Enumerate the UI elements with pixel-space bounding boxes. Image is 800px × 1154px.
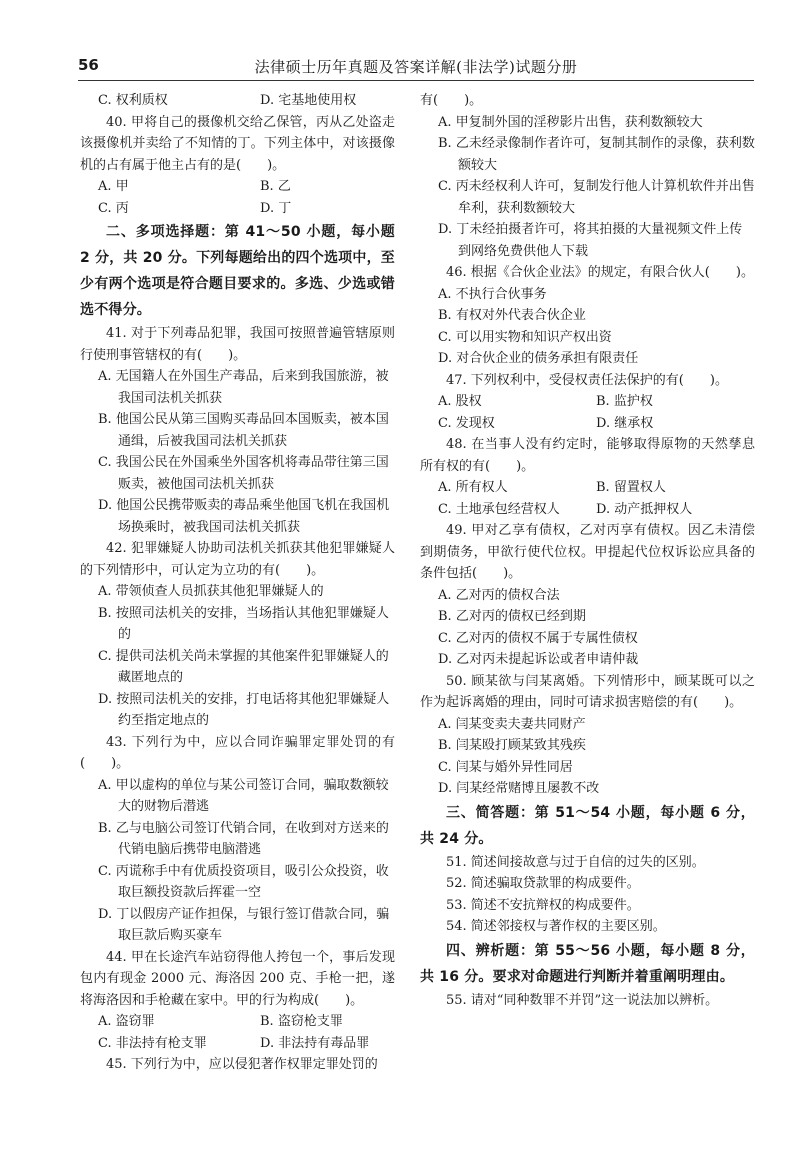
q43-option-b: B. 乙与电脑公司签订代销合同，在收到对方送来的代销电脑后携带电脑潜逃 [98, 820, 389, 857]
q48-option-b: B. 留置权人 [596, 480, 666, 495]
q41-option-c: C. 我国公民在外国乘坐外国客机将毒品带往第三国贩卖，被他国司法机关抓获 [98, 455, 389, 492]
q48-options-cd [420, 499, 755, 521]
q39-option-c: C. 权利质权 [98, 93, 168, 108]
q48-option-d: D. 动产抵押权人 [596, 501, 693, 517]
page-number: 56 [78, 56, 99, 74]
page-header [78, 50, 754, 81]
q47-stem: 47. 下列权利中，受侵权责任法保护的有( )。 [446, 372, 728, 388]
right-column [420, 90, 755, 1011]
q40-option-c: C. 丙 [98, 200, 129, 216]
q47-options-ab [420, 391, 755, 413]
q45-option-a: A. 甲复制外国的淫秽影片出售，获利数额较大 [438, 114, 703, 130]
q40-stem: 40. 甲将自己的摄像机交给乙保管，丙从乙处盗走该摄像机并卖给了不知情的丁。下列主体中，对该摄像机的占有属于他主占有的是( )。 [80, 114, 395, 173]
q40-option-b: B. 乙 [260, 179, 291, 194]
q46-stem: 46. 根据《合伙企业法》的规定，有限合伙人( )。 [446, 265, 754, 280]
q49-stem: 49. 甲对乙享有债权，乙对丙享有债权。因乙未清偿到期债务，甲欲行使代位权。甲提起代位权诉讼应具备的条件包括( )。 [420, 523, 755, 581]
q50-option-d: D. 闫某经常赌博且屡教不改 [438, 781, 600, 796]
q45-option-d: D. 丁未经拍摄者许可，将其拍摄的大量视频文件上传到网络免费供他人下载 [438, 222, 743, 259]
q44-option-c: C. 非法持有枪支罪 [98, 1035, 207, 1051]
q43-option-d: D. 丁以假房产证作担保，与银行签订借款合同，骗取巨款后购买豪车 [98, 906, 390, 943]
q39-option-d: D. 宅基地使用权 [260, 93, 357, 108]
q45-option-c: C. 丙未经权利人许可，复制发行他人计算机软件并出售牟利，获利数额较大 [438, 179, 755, 216]
q41-option-b: B. 他国公民从第三国购买毒品回本国贩卖，被本国通缉，后被我国司法机关抓获 [98, 412, 389, 449]
q41-option-d: D. 他国公民携带贩卖的毒品乘坐他国飞机在我国机场换乘时，被我国司法机关抓获 [98, 498, 390, 535]
q45-stem-continued: 有( )。 [420, 93, 483, 108]
q49-option-c: C. 乙对丙的债权不属于专属性债权 [438, 630, 638, 646]
q50-option-b: B. 闫某殴打顾某致其残疾 [438, 738, 586, 753]
q44-options-ab [80, 1011, 395, 1033]
q44-options-cd [80, 1033, 395, 1055]
q48-option-a: A. 所有权人 [438, 480, 508, 495]
q40-option-a: A. 甲 [98, 179, 129, 194]
q44-stem: 44. 甲在长途汽车站窃得他人挎包一个，事后发现包内有现金 2000 元、海洛因 200 克、手枪一把，遂将海洛因和手枪藏在家中。甲的行为构成( )。 [80, 949, 395, 1008]
q40-options-ab [80, 176, 395, 198]
q44-option-d: D. 非法持有毒品罪 [260, 1035, 370, 1051]
q50-option-c: C. 闫某与婚外异性同居 [438, 759, 573, 775]
q46-option-c: C. 可以用实物和知识产权出资 [438, 329, 612, 345]
q43-option-c: C. 丙谎称手中有优质投资项目，吸引公众投资，收取巨额投资款后挥霍一空 [98, 863, 389, 900]
q44-option-b: B. 盗窃枪支罪 [260, 1014, 343, 1029]
q52-text: 52. 简述骗取贷款罪的构成要件。 [446, 876, 640, 891]
q48-options-ab [420, 477, 755, 499]
q42-option-c: C. 提供司法机关尚未掌握的其他案件犯罪嫌疑人的藏匿地点的 [98, 648, 389, 685]
q49-option-d: D. 乙对丙未提起诉讼或者申请仲裁 [438, 652, 639, 667]
q49-option-a: A. 乙对丙的债权合法 [438, 587, 560, 603]
q42-option-d: D. 按照司法机关的安排，打电话将其他犯罪嫌疑人约至指定地点的 [98, 691, 390, 728]
q46-option-b: B. 有权对外代表合伙企业 [438, 308, 586, 323]
q43-option-a: A. 甲以虚构的单位与某公司签订合同，骗取数额较大的财物后潜逃 [98, 777, 389, 814]
q48-stem: 48. 在当事人没有约定时，能够取得原物的天然孳息所有权的有( )。 [420, 437, 755, 474]
q47-option-a: A. 股权 [438, 394, 482, 409]
q47-option-d: D. 继承权 [596, 415, 654, 431]
q48-option-c: C. 土地承包经营权人 [438, 501, 560, 517]
section-3-heading: 三、简答题：第 51～54 小题，每小题 6 分，共 24 分。 [420, 804, 755, 847]
q53-text: 53. 简述不安抗辩权的构成要件。 [446, 897, 640, 913]
q46-option-d: D. 对合伙企业的债务承担有限责任 [438, 351, 639, 366]
q45-stem: 45. 下列行为中，应以侵犯著作权罪定罪处罚的 [106, 1057, 378, 1072]
q39-options [80, 90, 395, 112]
book-title: 法律硕士历年真题及答案详解(非法学)试题分册 [254, 58, 578, 76]
q40-options-cd [80, 198, 395, 220]
q43-stem: 43. 下列行为中，应以合同诈骗罪定罪处罚的有( )。 [80, 734, 395, 771]
q49-option-b: B. 乙对丙的债权已经到期 [438, 609, 586, 624]
q42-option-a: A. 带领侦查人员抓获其他犯罪嫌疑人的 [98, 584, 324, 599]
left-column [80, 90, 395, 1076]
q45-option-b: B. 乙未经录像制作者许可，复制其制作的录像，获利数额较大 [438, 136, 755, 173]
q50-stem: 50. 顾某欲与闫某离婚。下列情形中，顾某既可以之作为起诉离婚的理由，同时可请求损害赔偿的有( )。 [420, 673, 755, 710]
q51-text: 51. 简述间接故意与过于自信的过失的区别。 [446, 854, 705, 870]
q47-option-c: C. 发现权 [438, 415, 495, 431]
q42-stem: 42. 犯罪嫌疑人协助司法机关抓获其他犯罪嫌疑人的下列情形中，可认定为立功的有( )。 [80, 541, 395, 578]
q47-option-b: B. 监护权 [596, 394, 653, 409]
q54-text: 54. 简述邻接权与著作权的主要区别。 [446, 919, 666, 934]
section-4-heading: 四、辨析题：第 55～56 小题，每小题 8 分，共 16 分。要求对命题进行判断并着重阐明理由。 [420, 942, 755, 985]
q40-option-d: D. 丁 [260, 200, 292, 216]
q41-stem: 41. 对于下列毒品犯罪，我国可按照普遍管辖原则行使刑事管辖权的有( )。 [80, 326, 395, 363]
q42-option-b: B. 按照司法机关的安排，当场指认其他犯罪嫌疑人的 [98, 605, 389, 642]
q44-option-a: A. 盗窃罪 [98, 1014, 155, 1029]
section-2-heading: 二、多项选择题：第 41～50 小题，每小题 2 分，共 20 分。下列每题给出的四个选项中，至少有两个选项是符合题目要求的。多选、少选或错选不得分。 [80, 224, 395, 318]
q55-text: 55. 请对“同种数罪不并罚”这一说法加以辨析。 [446, 992, 719, 1008]
q46-option-a: A. 不执行合伙事务 [438, 286, 547, 302]
q41-option-a: A. 无国籍人在外国生产毒品，后来到我国旅游，被我国司法机关抓获 [98, 369, 389, 406]
q47-options-cd [420, 413, 755, 435]
q50-option-a: A. 闫某变卖夫妻共同财产 [438, 716, 586, 732]
